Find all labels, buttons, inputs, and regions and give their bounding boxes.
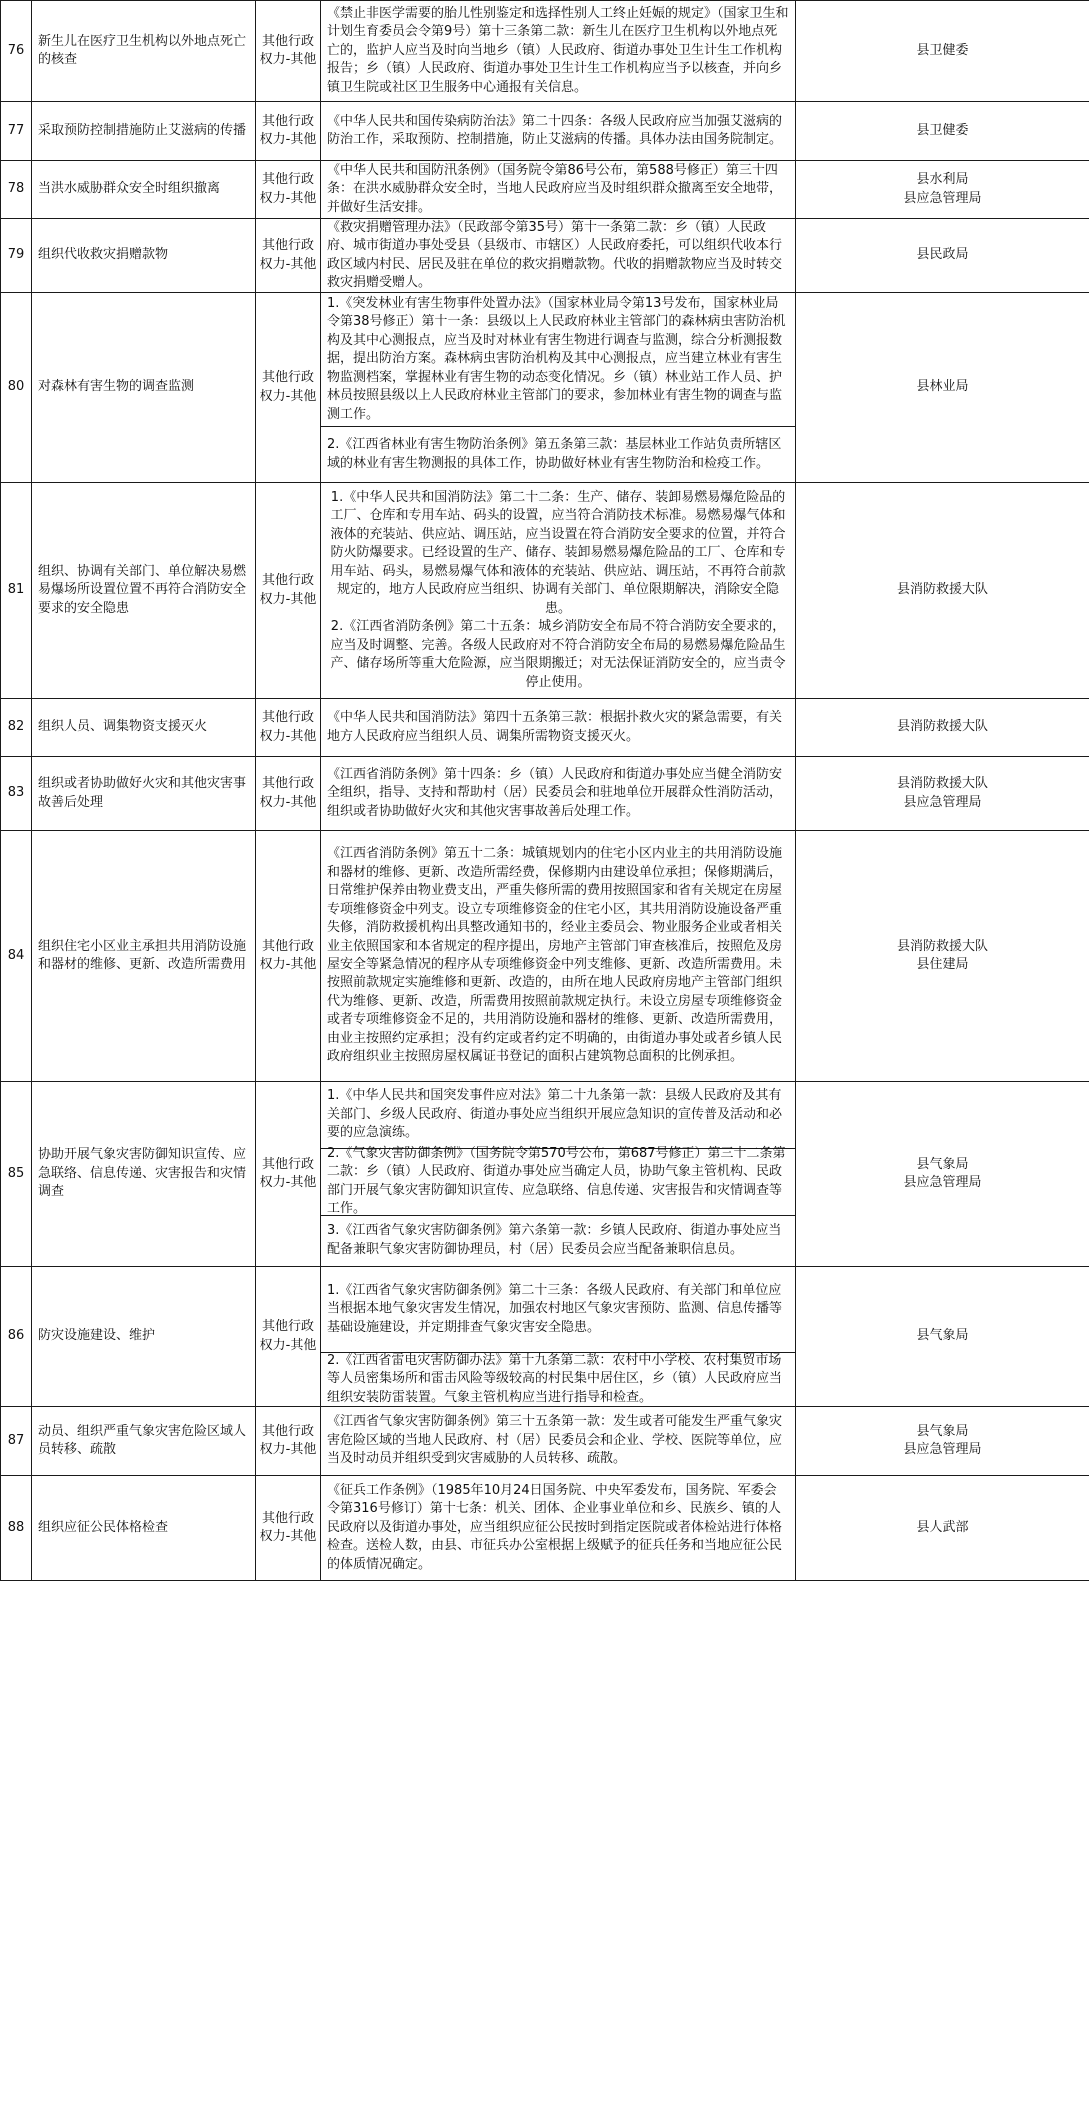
item-name: 组织人员、调集物资支援灭火 [32, 699, 256, 757]
table-row [1, 483, 1089, 699]
legal-basis-item [321, 293, 795, 426]
table-row [1, 1, 1089, 102]
item-name: 新生儿在医疗卫生机构以外地点死亡的核查 [32, 1, 256, 102]
legal-basis [321, 1407, 796, 1476]
legal-basis-text: 3.《江西省气象灾害防御条例》第六条第一款：乡镇人民政府、街道办事处应当配备兼职气象灾害防御协理员，村（居）民委员会应当配备兼职信息员。 [327, 1223, 782, 1257]
legal-basis-item [321, 1407, 795, 1475]
power-type: 其他行政权力-其他 [256, 1082, 321, 1267]
item-number: 86 [1, 1267, 32, 1407]
item-name: 当洪水威胁群众安全时组织撤离 [32, 161, 256, 219]
legal-basis-text: 《征兵工作条例》（1985年10月24日国务院、中央军委发布，国务院、军委会令第316号修订）第十七条：机关、团体、企业事业单位和乡、民族乡、镇的人民政府以及街道办事处，应当组织应征公民按时到指定医院或者体检站进行体格检查。送检人数，由县、市征兵办公室根据上级赋予的征兵任务和当地应征公民的体质情况确定。 [327, 1482, 783, 1572]
item-number: 83 [1, 757, 32, 831]
legal-basis [321, 757, 796, 831]
legal-basis-item [321, 757, 795, 830]
responsible-department: 县人武部 [796, 1476, 1089, 1581]
item-name: 组织、协调有关部门、单位解决易燃易爆场所设置位置不再符合消防安全要求的安全隐患 [32, 483, 256, 699]
legal-basis [321, 699, 796, 757]
table-row [1, 293, 1089, 483]
legal-basis-item [321, 219, 795, 292]
legal-basis [321, 483, 796, 699]
legal-basis-item [321, 102, 795, 160]
legal-basis-text: 《江西省消防条例》第五十二条：城镇规划内的住宅小区内业主的共用消防设施和器材的维修、更新、改造所需经费，保修期内由建设单位承担；保修期满后，日常维护保养由物业费支出，严重失修所需的费用按照国家和省有关规定在房屋专项维修资金中列支。设立专项维修资金的住宅小区，其共用消防设施设备严重失修，消防救援机构出具整改通知书的，经业主委员会、物业服务企业或者相关业主依照国家和本省规定的程序提出，房地产主管部门审查核准后，按照危及房屋安全等紧急情况的程序从专项维修资金中列支维修、更新、改造所需费用。未按照前款规定实施维修和更新、改造的，由所在地人民政府房地产主管部门组织代为维修、更新、改造，所需费用按照前款规定执行。未设立房屋专项维修资金或者专项维修资金不足的，共用消防设施和器材的维修、更新、改造所需费用，由业主按照约定承担；没有约定或者约定不明确的，由街道办事处或者乡镇人民政府组织业主按照房屋权属证书登记的面积占建筑物总面积的比例承担。 [327, 846, 783, 1065]
item-number: 85 [1, 1082, 32, 1267]
power-type: 其他行政权力-其他 [256, 219, 321, 293]
item-name: 组织住宅小区业主承担共用消防设施和器材的维修、更新、改造所需费用 [32, 831, 256, 1082]
table-row [1, 1476, 1089, 1581]
legal-basis-item [321, 161, 795, 218]
legal-basis-text: 《救灾捐赠管理办法》（民政部令第35号）第十一条第二款：乡（镇）人民政府、城市街道办事处受县（县级市、市辖区）人民政府委托，可以组织代收本行政区域内村民、居民及驻在单位的救灾捐赠款物。代收的捐赠款物应当及时转交救灾捐赠受赠人。 [327, 219, 783, 290]
responsible-department: 县气象局 县应急管理局 [796, 1407, 1089, 1476]
responsible-department: 县消防救援大队 [796, 483, 1089, 699]
legal-basis-text: 1.《江西省气象灾害防御条例》第二十三条：各级人民政府、有关部门和单位应当根据本地气象灾害发生情况，加强农村地区气象灾害预防、监测、信息传播等基础设施建设，并定期排查气象灾害安全隐患。 [327, 1282, 783, 1335]
legal-basis [321, 219, 796, 293]
responsible-department: 县卫健委 [796, 102, 1089, 161]
legal-basis-item [321, 483, 795, 698]
legal-basis-item [321, 831, 795, 1081]
item-number: 84 [1, 831, 32, 1082]
responsible-department: 县气象局 [796, 1267, 1089, 1407]
legal-basis [321, 1267, 796, 1407]
power-type: 其他行政权力-其他 [256, 483, 321, 699]
legal-basis-text: 2.《气象灾害防御条例》（国务院令第570号公布，第687号修正）第三十二条第二款：乡（镇）人民政府、街道办事处应当确定人员，协助气象主管机构、民政部门开展气象灾害防御知识宣传、应急联络、信息传递、灾害报告和灾情调查等工作。 [327, 1145, 786, 1216]
legal-basis-item [321, 1215, 795, 1266]
table-row [1, 1082, 1089, 1267]
legal-basis-item [321, 1352, 795, 1406]
legal-basis-text: 《中华人民共和国防汛条例》（国务院令第86号公布，第588号修正）第三十四条：在洪水威胁群众安全时，当地人民政府应当及时组织群众撤离至安全地带，并做好生活安排。 [327, 162, 783, 215]
table-row [1, 1267, 1089, 1407]
item-number: 80 [1, 293, 32, 483]
table-row [1, 161, 1089, 219]
item-number: 88 [1, 1476, 32, 1581]
responsible-department: 县林业局 [796, 293, 1089, 483]
legal-basis [321, 161, 796, 219]
legal-basis-text: 《江西省消防条例》第十四条：乡（镇）人民政府和街道办事处应当健全消防安全组织，指导、支持和帮助村（居）民委员会和驻地单位开展群众性消防活动，组织或者协助做好火灾和其他灾害事故善后处理工作。 [327, 766, 783, 819]
power-type: 其他行政权力-其他 [256, 102, 321, 161]
legal-basis-item [321, 1083, 795, 1148]
responsible-department: 县水利局 县应急管理局 [796, 161, 1089, 219]
legal-basis-text: 1.《中华人民共和国消防法》第二十二条：生产、储存、装卸易燃易爆危险品的工厂、仓库和专用车站、码头的设置，应当符合消防技术标准。易燃易爆气体和液体的充装站、供应站、调压站，应当设置在符合消防安全要求的位置，并符合防火防爆要求。已经设置的生产、储存、装卸易燃易爆危险品的工厂、仓库和专用车站、码头，易燃易爆气体和液体的充装站、供应站、调压站，不再符合前款规定的，地方人民政府应当组织、协调有关部门、单位限期解决，消除安全隐患。 2.《江西省消防条例》第二十五条：城乡消防安全布局不符合消防安全要求的，应当及时调整、完善。各级人民政府对不符合消防安全布局的易燃易爆危险品生产、储存场所等重大危险源，应当限期搬迁；对无法保证消防安全的，应当责令停止使用。 [330, 490, 786, 690]
item-name: 协助开展气象灾害防御知识宣传、应急联络、信息传递、灾害报告和灾情调查 [32, 1082, 256, 1267]
table-row [1, 699, 1089, 757]
item-name: 防灾设施建设、维护 [32, 1267, 256, 1407]
table-row [1, 757, 1089, 831]
legal-basis-item [321, 1267, 795, 1352]
power-type: 其他行政权力-其他 [256, 757, 321, 831]
item-number: 76 [1, 1, 32, 102]
legal-basis-item [321, 699, 795, 756]
power-type: 其他行政权力-其他 [256, 1, 321, 102]
legal-basis-text: 《中华人民共和国消防法》第四十五条第三款：根据扑救火灾的紧急需要，有关地方人民政府应当组织人员、调集所需物资支援灭火。 [327, 710, 783, 744]
item-name: 采取预防控制措施防止艾滋病的传播 [32, 102, 256, 161]
table-row [1, 1407, 1089, 1476]
responsible-department: 县民政局 [796, 219, 1089, 293]
item-number: 87 [1, 1407, 32, 1476]
legal-basis-text: 《禁止非医学需要的胎儿性别鉴定和选择性别人工终止妊娠的规定》（国家卫生和计划生育委员会令第9号）第十三条第二款：新生儿在医疗卫生机构以外地点死亡的，监护人应当及时向当地乡（镇）人民政府、街道办事处卫生计生工作机构报告；乡（镇）人民政府、街道办事处卫生计生工作机构应当予以核查，并向乡镇卫生院或社区卫生服务中心通报有关信息。 [327, 5, 789, 95]
item-name: 组织或者协助做好火灾和其他灾害事故善后处理 [32, 757, 256, 831]
legal-basis [321, 831, 796, 1082]
legal-basis-text: 《江西省气象灾害防御条例》第三十五条第一款：发生或者可能发生严重气象灾害危险区域的当地人民政府、村（居）民委员会和企业、学校、医院等单位，应当及时动员并组织受到灾害威胁的人员转移、疏散。 [327, 1414, 783, 1467]
legal-basis-item [321, 1, 795, 101]
power-type: 其他行政权力-其他 [256, 1407, 321, 1476]
legal-basis-text: 2.《江西省雷电灾害防御办法》第十九条第二款：农村中小学校、农村集贸市场等人员密集场所和雷击风险等级较高的村民集中居住区，乡（镇）人民政府应当组织安装防雷装置。气象主管机构应当进行指导和检查。 [327, 1352, 783, 1405]
power-type: 其他行政权力-其他 [256, 1476, 321, 1581]
legal-basis-text: 1.《中华人民共和国突发事件应对法》第二十九条第一款：县级人民政府及其有关部门、乡级人民政府、街道办事处应当组织开展应急知识的宣传普及活动和必要的应急演练。 [327, 1088, 783, 1141]
legal-basis-item [321, 426, 795, 482]
legal-basis [321, 1476, 796, 1581]
item-number: 79 [1, 219, 32, 293]
legal-basis [321, 1082, 796, 1267]
responsible-department: 县气象局 县应急管理局 [796, 1082, 1089, 1267]
item-name: 组织代收救灾捐赠款物 [32, 219, 256, 293]
legal-basis-text: 《中华人民共和国传染病防治法》第二十四条：各级人民政府应当加强艾滋病的防治工作，采取预防、控制措施，防止艾滋病的传播。具体办法由国务院制定。 [327, 113, 783, 147]
responsible-department: 县消防救援大队 [796, 699, 1089, 757]
legal-basis [321, 102, 796, 161]
power-type: 其他行政权力-其他 [256, 1267, 321, 1407]
table-row [1, 831, 1089, 1082]
legal-basis-text: 1.《突发林业有害生物事件处置办法》（国家林业局令第13号发布，国家林业局令第38号修正）第十一条：县级以上人民政府林业主管部门的森林病虫害防治机构及其中心测报点，应当及时对林业有害生物进行调查与监测，综合分析测报数据，提出防治方案。森林病虫害防治机构及其中心测报点，应当建立林业有害生物监测档案，掌握林业有害生物的动态变化情况。乡（镇）林业站工作人员、护林员按照县级以上人民政府林业主管部门的要求，参加林业有害生物的调查与监测工作。 [327, 295, 786, 422]
table-row [1, 102, 1089, 161]
power-type: 其他行政权力-其他 [256, 699, 321, 757]
item-number: 81 [1, 483, 32, 699]
power-type: 其他行政权力-其他 [256, 293, 321, 483]
item-name: 动员、组织严重气象灾害危险区域人员转移、疏散 [32, 1407, 256, 1476]
responsible-department: 县卫健委 [796, 1, 1089, 102]
item-number: 77 [1, 102, 32, 161]
legal-basis [321, 293, 796, 483]
item-number: 78 [1, 161, 32, 219]
item-name: 对森林有害生物的调查监测 [32, 293, 256, 483]
legal-basis-item [321, 1476, 795, 1580]
item-number: 82 [1, 699, 32, 757]
responsible-department: 县消防救援大队 县应急管理局 [796, 757, 1089, 831]
power-type: 其他行政权力-其他 [256, 161, 321, 219]
table-row [1, 219, 1089, 293]
legal-basis-text: 2.《江西省林业有害生物防治条例》第五条第三款：基层林业工作站负责所辖区域的林业有害生物测报的具体工作，协助做好林业有害生物防治和检疫工作。 [327, 437, 782, 471]
table-body [1, 1, 1089, 1581]
responsible-department: 县消防救援大队 县住建局 [796, 831, 1089, 1082]
legal-basis-item [321, 1145, 795, 1216]
item-name: 组织应征公民体格检查 [32, 1476, 256, 1581]
legal-basis [321, 1, 796, 102]
power-type: 其他行政权力-其他 [256, 831, 321, 1082]
